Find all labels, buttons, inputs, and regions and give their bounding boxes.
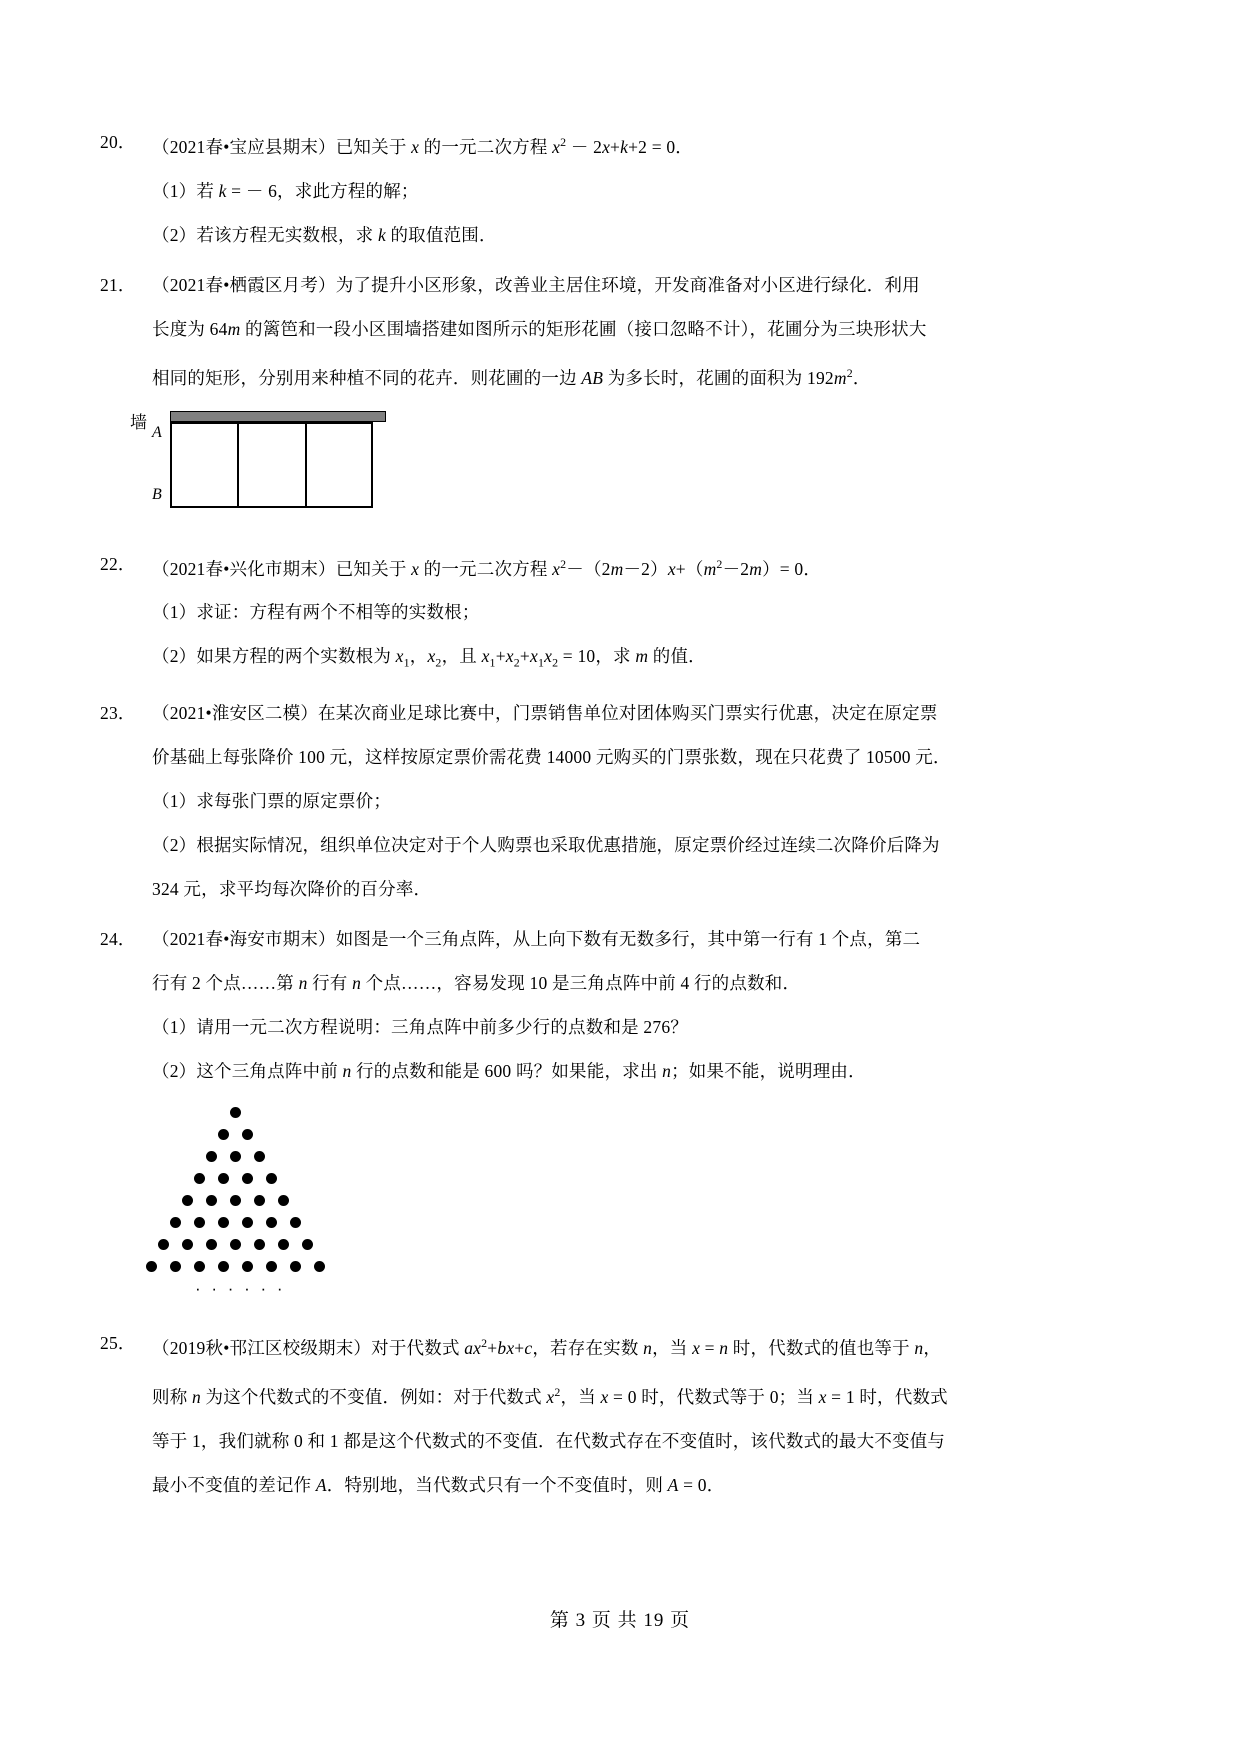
problem-25-line-1: 25． （2019秋•邗江区校级期末）对于代数式 $ax^2+bx+c$，若存在实数 n，当 x = n 时，代数式的值也等于 n， [100,1321,1110,1370]
array-dot [266,1261,277,1272]
array-dot [254,1239,265,1250]
problem-21-line-3: 相同的矩形，分别用来种植不同的花卉．则花圃的一边 AB 为多长时，花圃的面积为 $192m^2$． [152,365,871,388]
flower-bed-divider-1 [237,422,239,508]
problem-24-part-1 [100,1005,1110,1049]
problem-25-line-3 [100,1419,1110,1463]
array-dot [230,1151,241,1162]
array-dot [242,1129,253,1140]
array-dot [230,1195,241,1206]
problem-25-text-3: 等于 1，我们就称 0 和 1 都是这个代数式的不变值．在代数式存在不变值时，该代数式的最大不变值与 [152,1430,946,1451]
problem-25-source: （2019秋•邗江区校级期末） [152,1337,372,1358]
array-dot [302,1239,313,1250]
array-dot [254,1195,265,1206]
problem-20 [100,120,1110,257]
problem-21-text-1: 为了提升小区形象，改善业主居住环境，开发商准备对小区进行绿化．利用 [335,274,920,295]
problem-24 [100,917,1110,1303]
problem-23-text-2: 价基础上每张降价 100 元，这样按原定票价需花费 14000 元购买的门票张数，现在只花费了 10500 元． [152,746,951,767]
array-dot [218,1129,229,1140]
array-dot [194,1261,205,1272]
problem-24-text-1: 如图是一个三角点阵，从上向下数有无数多行，其中第一行有 1 个点，第二 [335,928,921,949]
array-dot [194,1217,205,1228]
problem-25-line-4: 最小不变值的差记作 A．特别地，当代数式只有一个不变值时，则 A = 0． [152,1474,725,1495]
problem-22-part-1: （1）求证：方程有两个不相等的实数根； [152,602,480,623]
figure-24-triangular-dot-array [100,1103,1110,1303]
problem-23-source: （2021•淮安区二模） [152,702,319,723]
array-dot [242,1217,253,1228]
problem-24-line-2: 行有 2 个点……第 n 行有 n 个点……，容易发现 10 是三角点阵中前 4 行的点数和． [152,972,801,993]
point-label-b: B [152,485,162,503]
problem-22-part-2: （2）如果方程的两个实数根为 $x_1$，$x_2$，且 $x_1+x_2+x_1x_2 = 10$，求 m 的值． [152,646,706,670]
problem-21-line-2: 长度为 64m 的篱笆和一段小区围墙搭建如图所示的矩形花圃（接口忽略不计），花圃分为三块形状大 [152,318,927,339]
point-label-a: A [152,423,162,441]
array-dot [218,1217,229,1228]
problem-20-number: 20． [100,132,136,152]
array-dot [182,1195,193,1206]
array-dot [206,1195,217,1206]
array-dot [218,1261,229,1272]
array-dot [218,1173,229,1184]
array-dot [158,1239,169,1250]
array-dot [278,1239,289,1250]
wall-label: 墙 [130,412,147,432]
problem-23 [100,691,1110,911]
problem-22-stem: 22． （2021春•兴化市期末）已知关于 x 的一元二次方程 $x^2-(2m-2)x+(m^2-2m)= 0$． [100,542,1110,591]
array-dot [194,1173,205,1184]
problem-23-part-2-text-2: 324 元，求平均每次降价的百分率． [152,878,432,899]
array-dot [146,1261,157,1272]
problem-23-line-2 [100,735,1110,779]
array-dot [290,1217,301,1228]
problem-20-source: （2021春•宝应县期末） [152,136,336,157]
problem-20-part-1: （1）若 k = － 6，求此方程的解； [152,180,419,201]
problem-23-part-2-line-2 [100,867,1110,911]
problem-24-part-1-text: （1）请用一元二次方程说明：三角点阵中前多少行的点数和是 276？ [152,1016,688,1037]
array-dot [242,1261,253,1272]
problem-23-part-2-line-1 [100,823,1110,867]
problem-20-part-2: （2）若该方程无实数根，求 k 的取值范围． [152,224,497,245]
problem-21-line-1 [100,263,1110,307]
array-dot [266,1173,277,1184]
problem-20-stem: 20． （2021春•宝应县期末）已知关于 x 的一元二次方程 $x^2 - 2x+k+2 = 0$． [100,120,1110,169]
problem-22-source: （2021春•兴化市期末） [152,558,336,579]
problem-22 [100,542,1110,685]
problem-23-line-1 [100,691,1110,735]
problem-21-number: 21． [100,274,136,295]
array-dot [266,1217,277,1228]
wall-bar [170,411,386,422]
array-dot [242,1173,253,1184]
array-dot [182,1239,193,1250]
array-dot [230,1107,241,1118]
problem-24-line-1 [100,917,1110,961]
problem-23-number: 23． [100,702,136,723]
array-dot [170,1261,181,1272]
array-dot [230,1239,241,1250]
problem-23-part-2-text-1: （2）根据实际情况，组织单位决定对于个人购票也采取优惠措施，原定票价经过连续二次降价后降为 [152,834,940,855]
problem-23-part-1-text: （1）求每张门票的原定票价； [152,790,392,811]
array-dot [206,1151,217,1162]
problem-23-part-1 [100,779,1110,823]
problem-25 [100,1321,1110,1507]
problem-25-line-2: 则称 n 为这个代数式的不变值．例如：对于代数式 $x^2$，当 x = 0 时，代数式等于 0；当 x = 1 时，代数式 [152,1384,948,1407]
problem-22-number: 22． [100,553,136,574]
array-ellipsis: · · · · · · [195,1278,286,1298]
array-dot [254,1151,265,1162]
problem-25-number: 25． [100,1332,136,1353]
problem-24-source: （2021春•海安市期末） [152,928,336,949]
problem-21 [100,263,1110,528]
page-footer: 第 3 页 共 19 页 [549,1610,691,1631]
flower-bed-rectangle [170,422,373,508]
array-dot [206,1239,217,1250]
array-dot [290,1261,301,1272]
array-dot [314,1261,325,1272]
array-dot [170,1217,181,1228]
problem-24-part-2: （2）这个三角点阵中前 n 行的点数和能是 600 吗？如果能，求出 n；如果不能，说明理由． [152,1060,866,1081]
array-dot [278,1195,289,1206]
flower-bed-divider-2 [305,422,307,508]
problem-23-text-1: 在某次商业足球比赛中，门票销售单位对团体购买门票实行优惠，决定在原定票 [318,702,938,723]
figure-21-flower-bed [100,408,1110,528]
problem-24-number: 24． [100,928,136,949]
problem-21-source: （2021春•栖霞区月考） [152,274,336,295]
